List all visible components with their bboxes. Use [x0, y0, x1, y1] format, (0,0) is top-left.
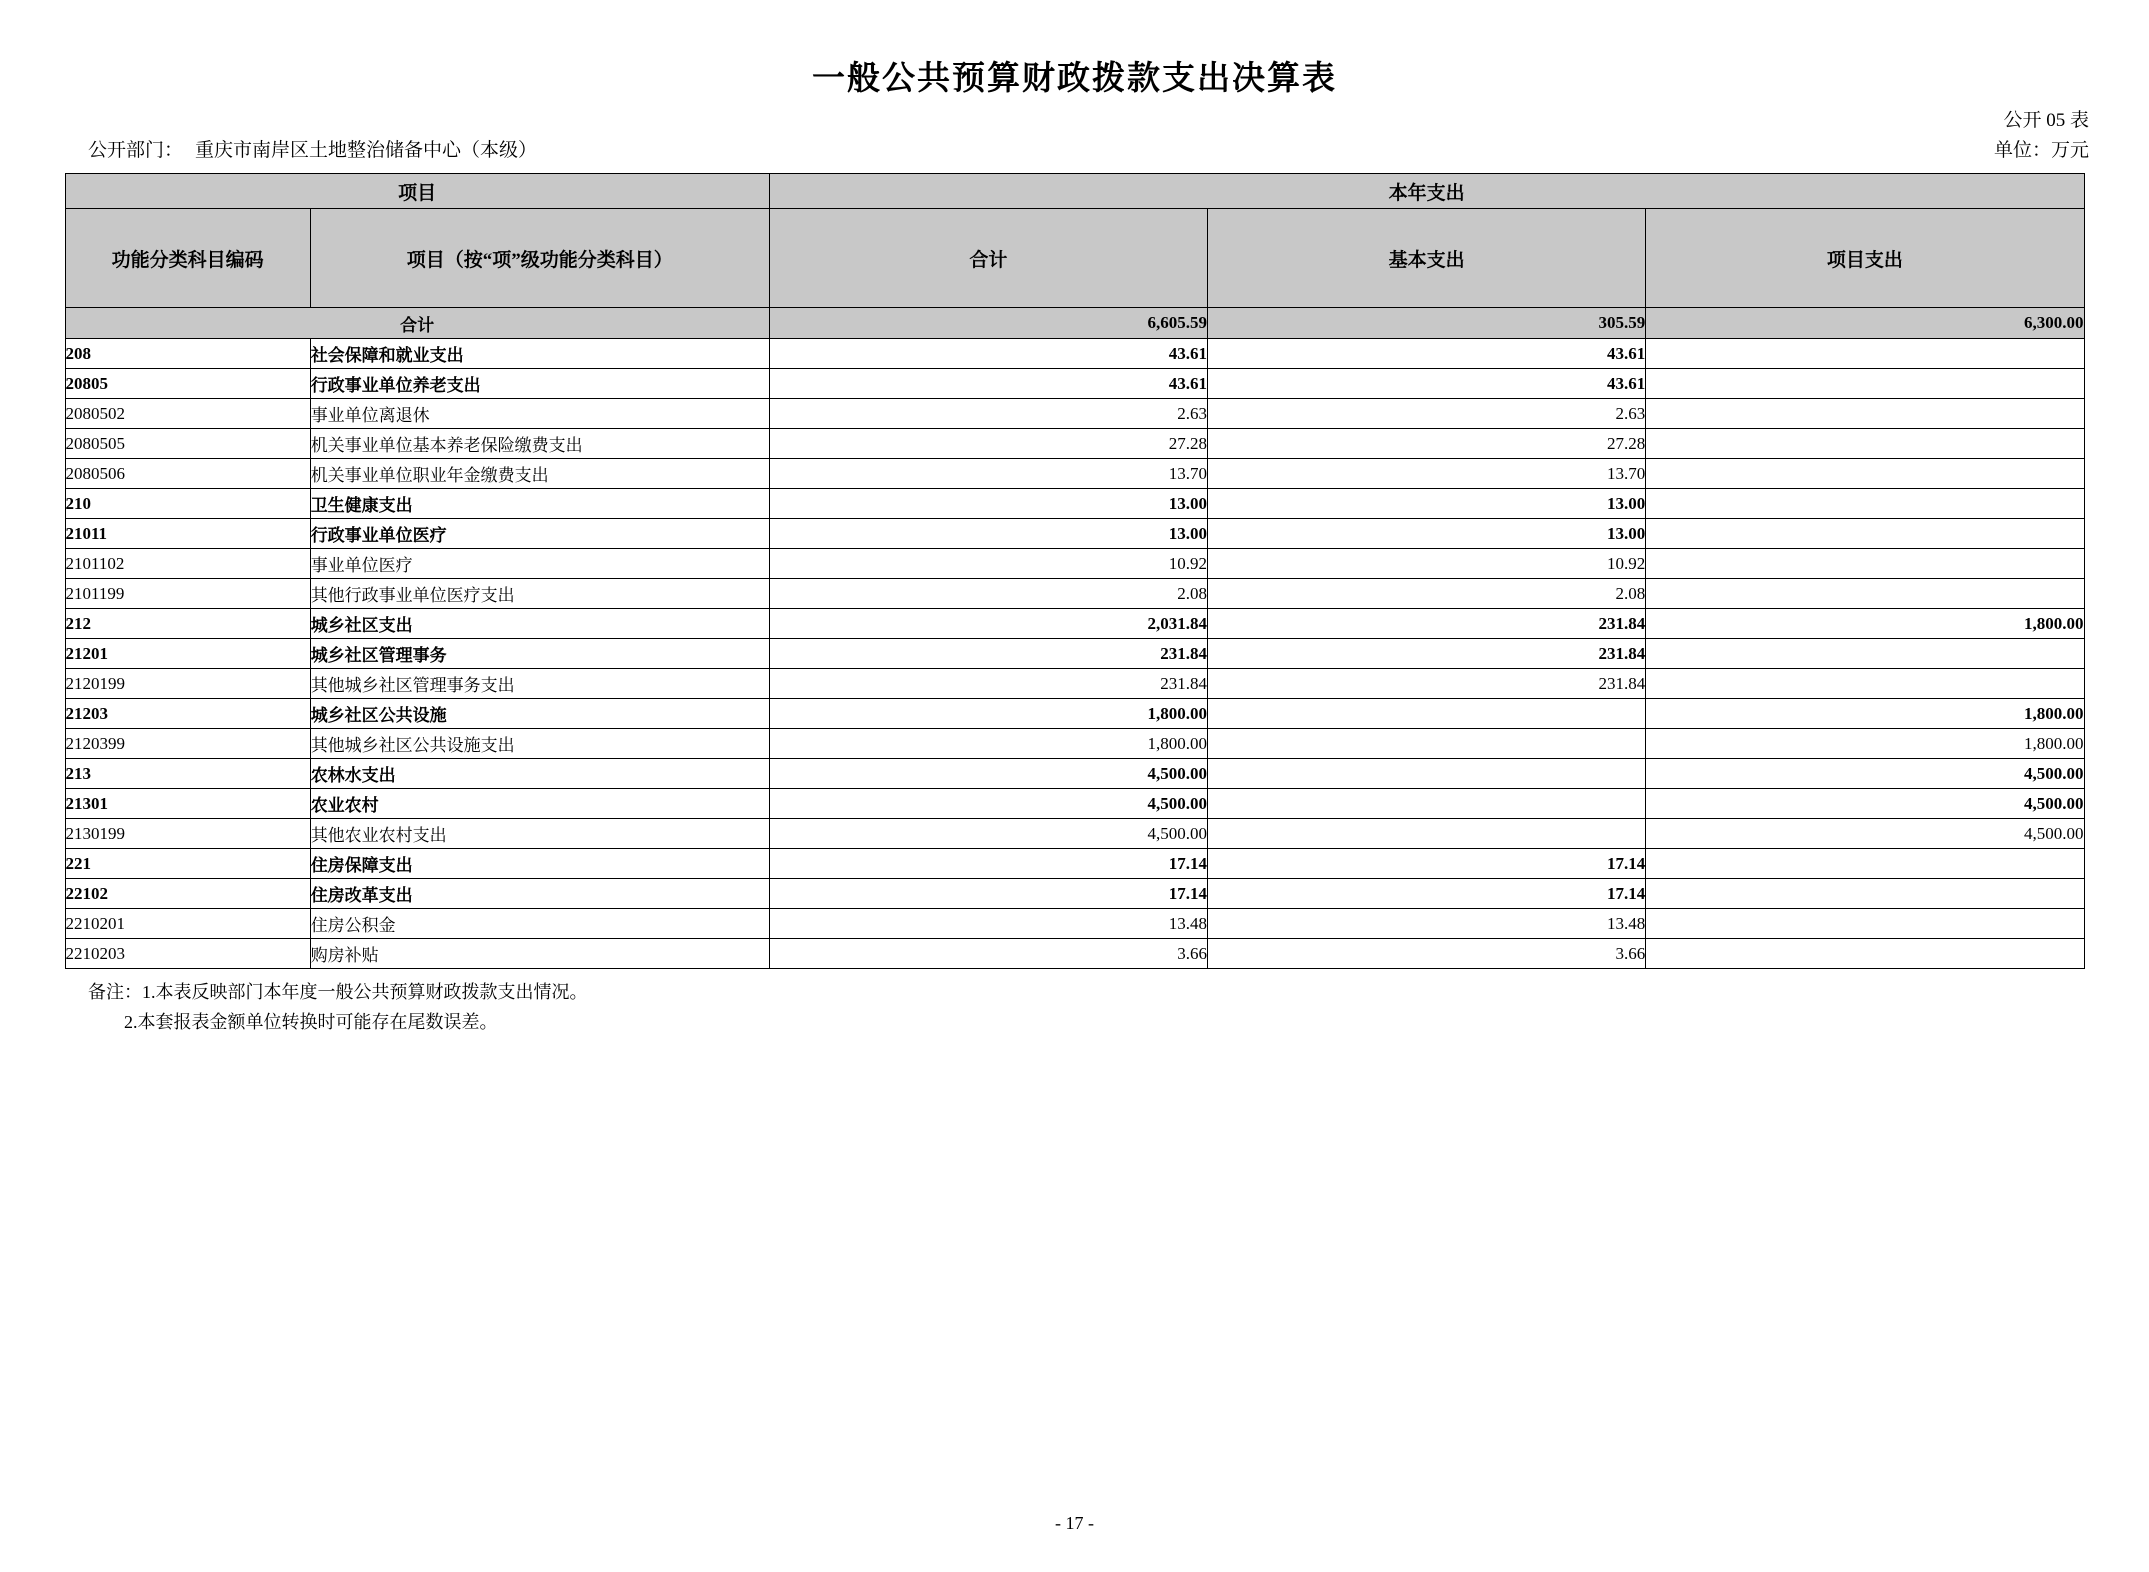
cell-project: 4,500.00	[1646, 759, 2084, 789]
cell-total: 231.84	[769, 639, 1207, 669]
cell-item-name: 其他行政事业单位医疗支出	[310, 579, 769, 609]
cell-item-name: 购房补贴	[310, 939, 769, 969]
cell-project: 4,500.00	[1646, 819, 2084, 849]
cell-code: 2080502	[65, 399, 310, 429]
cell-project	[1646, 459, 2084, 489]
cell-basic: 231.84	[1208, 639, 1646, 669]
cell-code: 21301	[65, 789, 310, 819]
cell-code: 2080506	[65, 459, 310, 489]
cell-total: 17.14	[769, 849, 1207, 879]
cell-item-name: 其他城乡社区公共设施支出	[310, 729, 769, 759]
cell-code: 2101199	[65, 579, 310, 609]
table-row	[65, 699, 2084, 729]
cell-project	[1646, 489, 2084, 519]
cell-total: 4,500.00	[769, 759, 1207, 789]
currency-unit: 单位：万元	[1993, 140, 2089, 161]
cell-basic: 2.63	[1208, 399, 1646, 429]
table-row	[65, 879, 2084, 909]
cell-item-name: 行政事业单位养老支出	[310, 369, 769, 399]
cell-code: 2120199	[65, 669, 310, 699]
table-header-row	[65, 209, 2084, 308]
budget-expenditure-table	[65, 173, 2085, 969]
cell-item-name: 住房保障支出	[310, 849, 769, 879]
cell-total: 2,031.84	[769, 609, 1207, 639]
cell-basic	[1208, 819, 1646, 849]
cell-project	[1646, 429, 2084, 459]
cell-project	[1646, 639, 2084, 669]
cell-item-name: 机关事业单位基本养老保险缴费支出	[310, 429, 769, 459]
table-total-row	[65, 308, 2084, 339]
cell-item-name: 事业单位离退休	[310, 399, 769, 429]
cell-code: 2130199	[65, 819, 310, 849]
form-number: 公开 05 表	[2003, 110, 2089, 131]
cell-basic: 3.66	[1208, 939, 1646, 969]
cell-total: 27.28	[769, 429, 1207, 459]
cell-total: 43.61	[769, 369, 1207, 399]
cell-total: 4,500.00	[769, 789, 1207, 819]
cell-basic: 17.14	[1208, 879, 1646, 909]
note-line-2: 2.本套报表金额单位转换时可能存在尾数误差。	[124, 1012, 498, 1032]
cell-basic: 17.14	[1208, 849, 1646, 879]
cell-code: 20805	[65, 369, 310, 399]
header-col-code: 功能分类科目编码	[65, 209, 310, 308]
table-row	[65, 639, 2084, 669]
table-row	[65, 459, 2084, 489]
cell-project	[1646, 879, 2084, 909]
cell-basic: 13.70	[1208, 459, 1646, 489]
header-group-item: 项目	[65, 174, 769, 209]
cell-item-name: 行政事业单位医疗	[310, 519, 769, 549]
table-row	[65, 819, 2084, 849]
cell-total: 231.84	[769, 669, 1207, 699]
note-line-1: 备注：1.本表反映部门本年度一般公共预算财政拨款支出情况。	[88, 982, 588, 1002]
department-line	[88, 135, 537, 162]
cell-total: 17.14	[769, 879, 1207, 909]
cell-basic: 2.08	[1208, 579, 1646, 609]
cell-code: 221	[65, 849, 310, 879]
cell-total: 13.48	[769, 909, 1207, 939]
table-body	[65, 339, 2084, 969]
cell-code: 2120399	[65, 729, 310, 759]
cell-item-name: 农业农村	[310, 789, 769, 819]
header-col-name: 项目（按“项”级功能分类科目）	[310, 209, 769, 308]
total-amount-total: 6,605.59	[769, 308, 1207, 339]
cell-basic	[1208, 699, 1646, 729]
cell-item-name: 城乡社区支出	[310, 609, 769, 639]
department-name: 重庆市南岸区土地整治储备中心（本级）	[195, 140, 538, 161]
cell-total: 13.00	[769, 519, 1207, 549]
header-col-basic: 基本支出	[1208, 209, 1646, 308]
cell-basic: 10.92	[1208, 549, 1646, 579]
cell-total: 10.92	[769, 549, 1207, 579]
cell-code: 21203	[65, 699, 310, 729]
cell-project: 1,800.00	[1646, 609, 2084, 639]
cell-project: 4,500.00	[1646, 789, 2084, 819]
table-row	[65, 909, 2084, 939]
table-row	[65, 399, 2084, 429]
cell-code: 212	[65, 609, 310, 639]
cell-basic: 13.48	[1208, 909, 1646, 939]
cell-project	[1646, 339, 2084, 369]
header-col-project: 项目支出	[1646, 209, 2084, 308]
cell-basic: 231.84	[1208, 609, 1646, 639]
cell-project	[1646, 579, 2084, 609]
cell-code: 2080505	[65, 429, 310, 459]
cell-item-name: 事业单位医疗	[310, 549, 769, 579]
cell-code: 2210203	[65, 939, 310, 969]
cell-item-name: 城乡社区公共设施	[310, 699, 769, 729]
cell-total: 1,800.00	[769, 729, 1207, 759]
cell-code: 21011	[65, 519, 310, 549]
cell-code: 21201	[65, 639, 310, 669]
table-row	[65, 729, 2084, 759]
cell-project	[1646, 849, 2084, 879]
cell-project	[1646, 939, 2084, 969]
document-meta	[0, 110, 2149, 173]
header-col-total: 合计	[769, 209, 1207, 308]
cell-total: 4,500.00	[769, 819, 1207, 849]
cell-item-name: 其他农业农村支出	[310, 819, 769, 849]
cell-project	[1646, 669, 2084, 699]
cell-basic: 13.00	[1208, 489, 1646, 519]
cell-item-name: 城乡社区管理事务	[310, 639, 769, 669]
cell-basic: 231.84	[1208, 669, 1646, 699]
cell-total: 3.66	[769, 939, 1207, 969]
table-row	[65, 609, 2084, 639]
page-title: 一般公共预算财政拨款支出决算表	[812, 59, 1337, 96]
cell-item-name: 社会保障和就业支出	[310, 339, 769, 369]
cell-project: 1,800.00	[1646, 699, 2084, 729]
cell-total: 43.61	[769, 339, 1207, 369]
table-header-group-row	[65, 174, 2084, 209]
cell-basic: 27.28	[1208, 429, 1646, 459]
table-notes	[88, 977, 2149, 1037]
cell-basic	[1208, 729, 1646, 759]
cell-project	[1646, 909, 2084, 939]
cell-total: 1,800.00	[769, 699, 1207, 729]
table-row	[65, 429, 2084, 459]
cell-project	[1646, 399, 2084, 429]
cell-basic: 43.61	[1208, 369, 1646, 399]
total-amount-basic: 305.59	[1208, 308, 1646, 339]
cell-project: 1,800.00	[1646, 729, 2084, 759]
cell-project	[1646, 519, 2084, 549]
table-row	[65, 519, 2084, 549]
total-amount-project: 6,300.00	[1646, 308, 2084, 339]
table-row	[65, 789, 2084, 819]
cell-basic: 13.00	[1208, 519, 1646, 549]
cell-total: 13.00	[769, 489, 1207, 519]
page-number: - 17 -	[1055, 1513, 1094, 1533]
table-row	[65, 849, 2084, 879]
table-row	[65, 339, 2084, 369]
cell-item-name: 住房改革支出	[310, 879, 769, 909]
cell-code: 208	[65, 339, 310, 369]
cell-item-name: 机关事业单位职业年金缴费支出	[310, 459, 769, 489]
table-row	[65, 369, 2084, 399]
cell-total: 2.08	[769, 579, 1207, 609]
cell-basic: 43.61	[1208, 339, 1646, 369]
cell-item-name: 住房公积金	[310, 909, 769, 939]
cell-code: 213	[65, 759, 310, 789]
header-group-expense: 本年支出	[769, 174, 2084, 209]
table-row	[65, 489, 2084, 519]
cell-project	[1646, 549, 2084, 579]
cell-code: 2101102	[65, 549, 310, 579]
total-label: 合计	[65, 308, 769, 339]
cell-item-name: 卫生健康支出	[310, 489, 769, 519]
cell-total: 13.70	[769, 459, 1207, 489]
cell-code: 2210201	[65, 909, 310, 939]
cell-basic	[1208, 759, 1646, 789]
table-row	[65, 549, 2084, 579]
cell-item-name: 其他城乡社区管理事务支出	[310, 669, 769, 699]
cell-total: 2.63	[769, 399, 1207, 429]
document-page	[0, 52, 2149, 1572]
cell-code: 210	[65, 489, 310, 519]
cell-item-name: 农林水支出	[310, 759, 769, 789]
table-row	[65, 759, 2084, 789]
cell-project	[1646, 369, 2084, 399]
table-row	[65, 579, 2084, 609]
table-row	[65, 669, 2084, 699]
department-label: 公开部门：	[88, 140, 184, 161]
cell-basic	[1208, 789, 1646, 819]
cell-code: 22102	[65, 879, 310, 909]
table-row	[65, 939, 2084, 969]
